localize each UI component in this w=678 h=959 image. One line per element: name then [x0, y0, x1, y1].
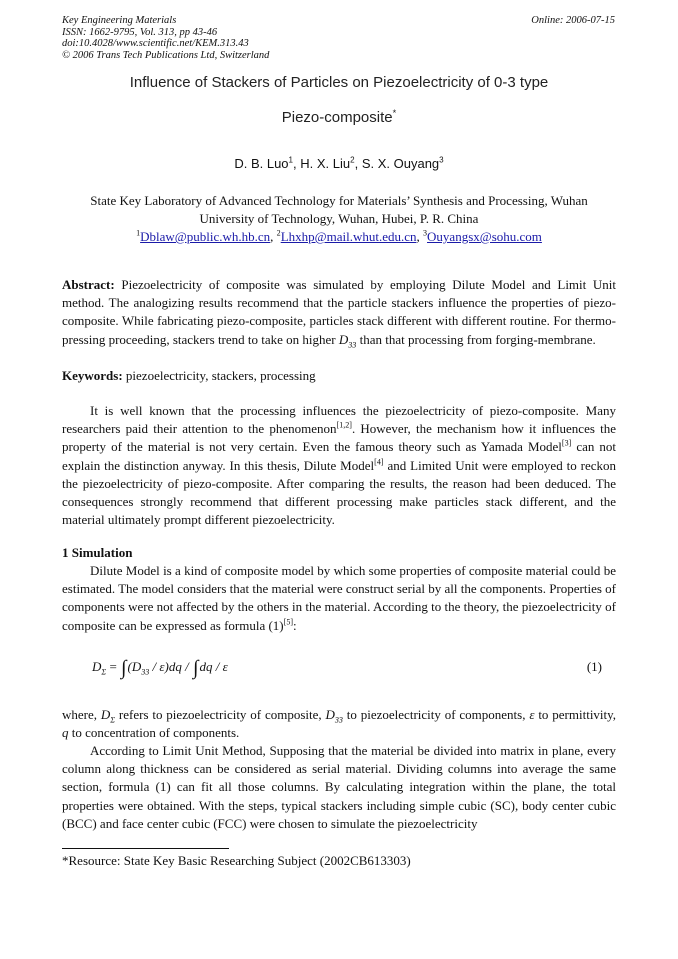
citation[interactable]: [4] [374, 457, 384, 467]
keywords-label: Keywords: [62, 368, 123, 383]
integral-symbol: ∫ [192, 657, 199, 679]
copyright: © 2006 Trans Tech Publications Ltd, Switzerland [62, 49, 270, 61]
issn: ISSN: 1662-9795, Vol. 313, pp 43-46 [62, 26, 218, 38]
citation[interactable]: [1,2] [336, 420, 352, 430]
author: S. X. Ouyang [361, 156, 440, 171]
doi: doi:10.4028/www.scientific.net/KEM.313.43 [62, 38, 249, 49]
paper-title-line2: Piezo-composite* [281, 108, 397, 126]
author-list: D. B. Luo$^1$, H. X. Liu$^2$, S. X. Ouyang$^3$ [234, 155, 444, 171]
intro-paragraph: It is well known that the processing influences the piezoelectricity of piezo-composite. Many researchers paid their attention to the phenomenon[1,2]. However, the mechanism how it influences the property of the material is not very certain. Even the famous theory such as Yamada Model[3] can not explain the distinction anyway. In this thesis, Dilute Model[4] and Limited Unit were employed to reckon the piezoelectricity of piezo-composite. After comparing the results, the reason had been deduced. The consequences strongly recommend that different processing make particles stack different, and the material ultimately prompt different piezoelectricity. [62, 403, 617, 528]
formula-1: $D_\Sigma = \int(D_{33} / \varepsilon)dq / \int dq / \varepsilon$ [92, 657, 228, 679]
footnote: *Resource: State Key Basic Researching Subject (2002CB613303) [62, 853, 411, 868]
author: H. X. Liu [300, 156, 351, 171]
keywords: Keywords: piezoelectricity, stackers, processing [62, 368, 316, 383]
abstract: Abstract: Piezoelectricity of composite was simulated by employing Dilute Model and Limit Unit method. The analogizing results recommend that the particle stackers influence the properties of piezo-composite. While fabricating piezo-composite, particles stack different with different routine. For thermo-pressing proceeding, stackers trend to take on higher $D_{33}$ than that processing from forging-membrane. [62, 277, 617, 350]
email-link[interactable]: Dblaw@public.wh.hb.cn [140, 229, 271, 244]
integral-symbol: ∫ [121, 657, 127, 679]
section-heading: 1 Simulation [62, 545, 133, 560]
abstract-label: Abstract: [62, 277, 115, 292]
online-date: Online: 2006-07-15 [531, 15, 615, 26]
section-paragraph: Dilute Model is a kind of composite model by which some properties of composite material could be estimated. The model considers that the material were construct serial by all the components. Properties of components were not affected by the others in the material. According to the theory, the piezoelectricity of composite can be expressed as formula (1)[5]: [62, 563, 616, 633]
formula-explanation: where, $D_\Sigma$ refers to piezoelectricity of composite, $D_{33}$ to piezoelectricity of components, ε to permittivity, q to concentration of components. [62, 707, 617, 741]
title-footnote-mark: * [392, 108, 397, 118]
affiliation: State Key Laboratory of Advanced Technology for Materials’ Synthesis and Processing, Wuhan University of Technology, Wuhan, Hubei, P. R. China $^1$Dblaw@public.wh.hb.cn, $^2$Lhxhp@mail.whut.edu.cn, $^3$Ouyangsx@sohu.com [62, 192, 616, 246]
email-link[interactable]: Ouyangsx@sohu.com [427, 229, 542, 244]
citation[interactable]: [5] [283, 617, 294, 627]
email-list: $^1$Dblaw@public.wh.hb.cn, $^2$Lhxhp@mail.whut.edu.cn, $^3$Ouyangsx@sohu.com [136, 228, 542, 244]
paper-title-line1: Influence of Stackers of Particles on Piezoelectricity of 0-3 type [129, 74, 549, 91]
footnote-rule [62, 848, 229, 849]
section-paragraph: According to Limit Unit Method, Supposing that the material be divided into matrix in plane, every column along thickness can be considered as serial material. Dividing columns into average the same section, formula (1) can fit all those columns. By calculating integration within the plane, the total properties were obtained. With the steps, typical stackers including simple cubic (SC), body center cubic (BCC) and face center cubic (FCC) were chosen to simulate the piezoelectricity [62, 743, 616, 831]
citation[interactable]: [3] [561, 439, 572, 449]
formula-number: (1) [586, 659, 602, 674]
email-link[interactable]: Lhxhp@mail.whut.edu.cn [280, 229, 417, 244]
journal-name: Key Engineering Materials [62, 15, 177, 26]
journal-header [62, 15, 269, 61]
author: D. B. Luo [234, 156, 289, 171]
